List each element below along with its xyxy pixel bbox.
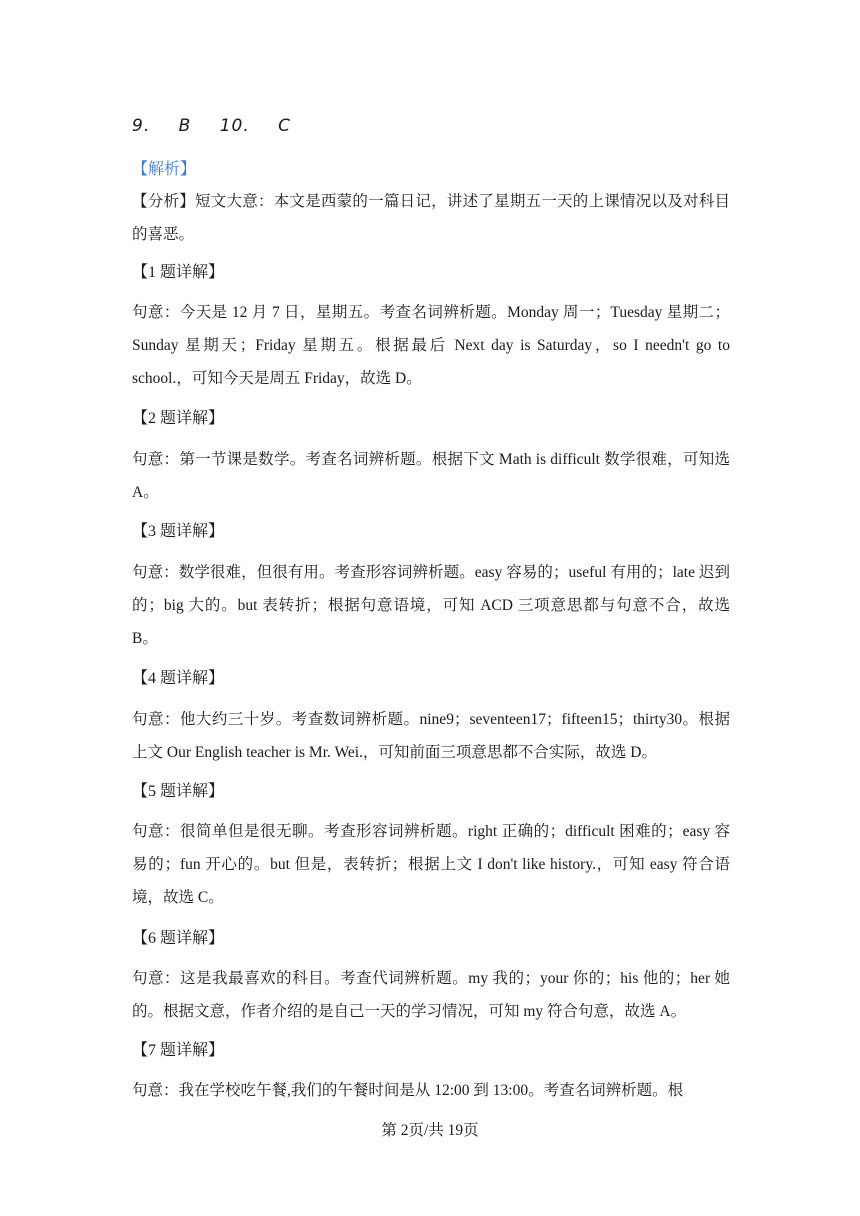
section-text: 句意：很简单但是很无聊。考查形容词辨析题。right 正确的；difficult 困难的；easy 容易的；fun 开心的。but 但是，表转折；根据上文 I don't like history.，可知 easy 符合语境，故选 C。 [132,823,730,906]
answer-key: 9. B 10. C [132,116,291,136]
section-heading: 【7 题详解】 [132,1042,225,1059]
section-heading: 【4 题详解】 [132,670,225,687]
page-number: 第 2页/共 19页 [381,1122,479,1139]
section-heading: 【6 题详解】 [132,930,225,947]
section-heading: 【5 题详解】 [132,783,225,800]
section-text: 句意：他大约三十岁。考查数词辨析题。nine9；seventeen17；fifteen15；thirty30。根据上文 Our English teacher is Mr. Wei.，可知前面三项意思都不合实际，故选 D。 [132,711,730,761]
analysis-paragraph: 【分析】短文大意：本文是西蒙的一篇日记，讲述了星期五一天的上课情况以及对科目的喜恶。 [132,193,730,243]
section-text: 句意：今天是 12 月 7 日，星期五。考查名词辨析题。Monday 周一；Tuesday 星期二；Sunday 星期天；Friday 星期五。根据最后 Next day is Saturday，so I needn't go to school.，可知今天是周五 Friday，故选 D。 [132,304,730,387]
section-text: 句意：第一节课是数学。考查名词辨析题。根据下文 Math is difficult 数学很难，可知选 A。 [132,451,730,501]
section-heading: 【2 题详解】 [132,410,225,427]
explanation-label: 【解析】 [132,161,197,178]
section-heading: 【3 题详解】 [132,523,225,540]
section-text: 句意：我在学校吃午餐,我们的午餐时间是从 12:00 到 13:00。考查名词辨析题。根 [132,1082,684,1099]
section-text: 句意：这是我最喜欢的科目。考查代词辨析题。my 我的；your 你的；his 他的；her 她的。根据文意，作者介绍的是自己一天的学习情况，可知 my 符合句意，故选 A。 [132,970,730,1020]
section-heading: 【1 题详解】 [132,264,225,281]
section-text: 句意：数学很难，但很有用。考查形容词辨析题。easy 容易的；useful 有用的；late 迟到的；big 大的。but 表转折；根据句意语境，可知 ACD 三项意思都与句意不合，故选 B。 [132,564,730,647]
